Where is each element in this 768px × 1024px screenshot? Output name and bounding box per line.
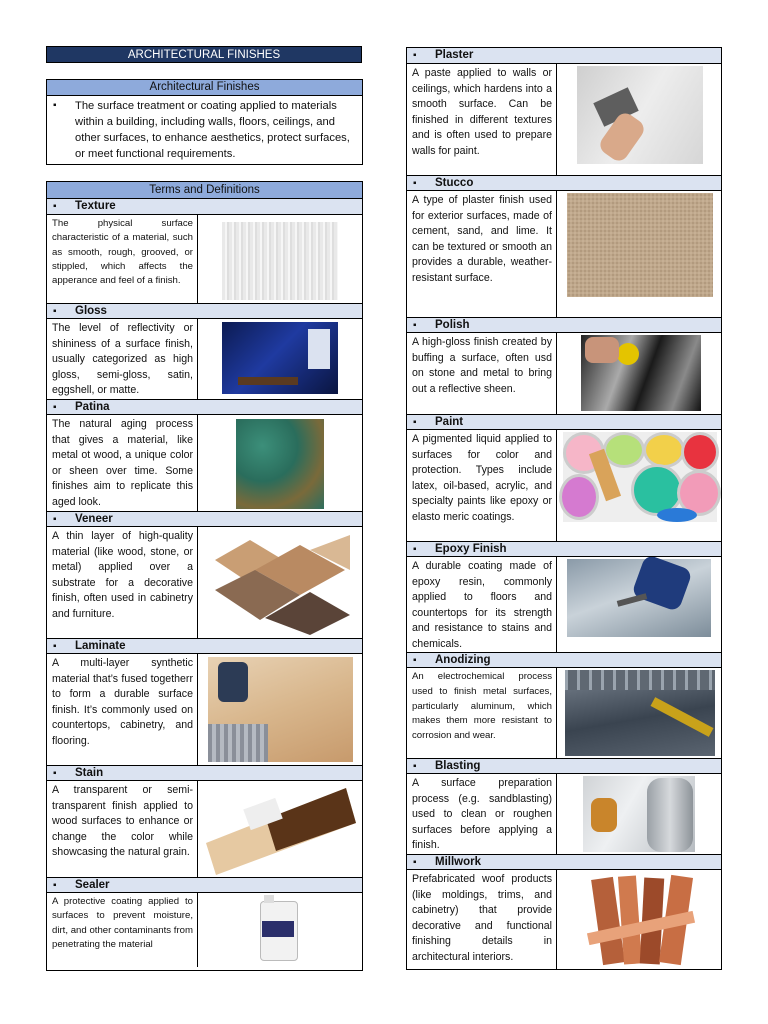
- millwork-image: [557, 870, 721, 969]
- bullet-icon: ▪: [53, 306, 57, 317]
- page-title: ARCHITECTURAL FINISHES: [46, 46, 362, 63]
- term-heading-epoxy-finish: ▪ Epoxy Finish: [407, 541, 721, 557]
- term-definition-plaster: A paste applied to walls or ceilings, which hardens into a smooth surface. Can be finished in different textures and is often used to prepare walls for paint.: [407, 64, 557, 175]
- sealer-image: [198, 893, 362, 967]
- anodizing-image: [557, 668, 721, 758]
- veneer-samples: [210, 530, 350, 635]
- term-heading-plaster: ▪ Plaster: [407, 48, 721, 64]
- bullet-icon: ▪: [413, 655, 417, 666]
- bullet-icon: ▪: [53, 402, 57, 413]
- blasting-image: [557, 774, 721, 854]
- term-heading-gloss: ▪ Gloss: [47, 303, 362, 319]
- bullet-icon: ▪: [53, 100, 57, 111]
- term-definition-anodizing: An electrochemical process used to finish metal surfaces, particularly aluminum, which makes them more resistant to corrosion and wear.: [407, 668, 557, 758]
- term-definition-epoxy-finish: A durable coating made of epoxy resin, commonly applied to floors and countertops for its strength and resistance to stains and chemicals.: [407, 557, 557, 652]
- gloss-image: [198, 319, 362, 399]
- term-heading-laminate: ▪ Laminate: [47, 638, 362, 654]
- bullet-icon: ▪: [53, 201, 57, 212]
- bullet-icon: ▪: [53, 641, 57, 652]
- term-heading-stucco: ▪ Stucco: [407, 175, 721, 191]
- terms-left-column: [46, 181, 363, 971]
- bullet-icon: ▪: [413, 857, 417, 868]
- term-definition-laminate: A multi-layer synthetic material that’s fused togetherr to form a durable surface finish. It’s commonly used on countertops, cabinetry, and flooring.: [47, 654, 198, 765]
- bullet-icon: ▪: [413, 50, 417, 61]
- bullet-icon: ▪: [413, 178, 417, 189]
- plaster-image: [557, 64, 721, 175]
- patina-image: [198, 415, 362, 511]
- millwork-moldings: [587, 872, 697, 968]
- term-definition-gloss: The level of reflectivity or shininess of a surface finish, usually categorized as high gloss, semi-gloss, satin, eggshell, or matte.: [47, 319, 198, 399]
- term-heading-polish: ▪ Polish: [407, 317, 721, 333]
- term-definition-stain: A transparent or semi-transparent finish applied to wood surfaces to enhance or change the color while showcasing the natural grain.: [47, 781, 198, 877]
- bullet-icon: ▪: [53, 514, 57, 525]
- term-heading-anodizing: ▪ Anodizing: [407, 652, 721, 668]
- term-definition-blasting: A surface preparation process (e.g. sandblasting) used to clean or roughen surfaces before applying a finish.: [407, 774, 557, 854]
- term-heading-sealer: ▪ Sealer: [47, 877, 362, 893]
- intro-item: [47, 96, 362, 162]
- term-heading-paint: ▪ Paint: [407, 414, 721, 430]
- bullet-icon: ▪: [53, 880, 57, 891]
- terms-heading: Terms and Definitions: [47, 182, 362, 199]
- term-definition-polish: A high-gloss finish created by buffing a surface, often usd on stone and metal to bring out a reflective sheen.: [407, 333, 557, 414]
- bullet-icon: ▪: [413, 761, 417, 772]
- intro-text: The surface treatment or coating applied to materials within a building, including walls, floors, ceilings, and other surfaces, to enhance aesthetics, protect surfaces, or meet functional requirements.: [75, 100, 350, 160]
- intro-box: [46, 79, 363, 165]
- laminate-image: [198, 654, 362, 765]
- term-heading-millwork: ▪ Millwork: [407, 854, 721, 870]
- stucco-image: [557, 191, 721, 317]
- terms-right-column: [406, 47, 722, 970]
- bullet-icon: ▪: [413, 320, 417, 331]
- bullet-icon: ▪: [53, 768, 57, 779]
- polish-image: [557, 333, 721, 414]
- term-definition-millwork: Prefabricated woof products (like moldings, trims, and cabinetry) that provide decorative and functional finishing details in architectural interiors.: [407, 870, 557, 969]
- term-definition-veneer: A thin layer of high-quality material (like wood, stone, or metal) applied over a substrate for a decorative finish, often used in cabinetry and furniture.: [47, 527, 198, 638]
- term-definition-sealer: A protective coating applied to surfaces to prevent moisture, dirt, and other contaminants from penetrating the material: [47, 893, 198, 967]
- paint-image: [557, 430, 721, 541]
- term-heading-veneer: ▪ Veneer: [47, 511, 362, 527]
- term-definition-paint: A pigmented liquid applied to surfaces for color and protection. Types include latex, oil-based, acrylic, and specialty paints like epoxy or elasto meric coatings.: [407, 430, 557, 541]
- texture-image: [198, 215, 362, 303]
- stain-image: [198, 781, 362, 877]
- epoxy-image: [557, 557, 721, 652]
- bullet-icon: ▪: [413, 544, 417, 555]
- term-heading-texture: ▪ Texture: [47, 199, 362, 215]
- intro-heading: Architectural Finishes: [47, 80, 362, 96]
- term-heading-patina: ▪ Patina: [47, 399, 362, 415]
- term-definition-stucco: A type of plaster finish used for exterior surfaces, made of cement, sand, and lime. It can be textured or smooth an provides a durable, weather-resistant surface.: [407, 191, 557, 317]
- term-definition-patina: The natural aging process that gives a material, like metal ot wood, a unique color or sheen over time. Some finishes aim to replicate this aged look.: [47, 415, 198, 511]
- bullet-icon: ▪: [413, 417, 417, 428]
- term-heading-blasting: ▪ Blasting: [407, 758, 721, 774]
- term-heading-stain: ▪ Stain: [47, 765, 362, 781]
- veneer-image: [198, 527, 362, 638]
- term-definition-texture: The physical surface characteristic of a material, such as smooth, rough, grooved, or stippled, which affects the apperance and feel of a finish.: [47, 215, 198, 303]
- stained-board: [206, 783, 356, 875]
